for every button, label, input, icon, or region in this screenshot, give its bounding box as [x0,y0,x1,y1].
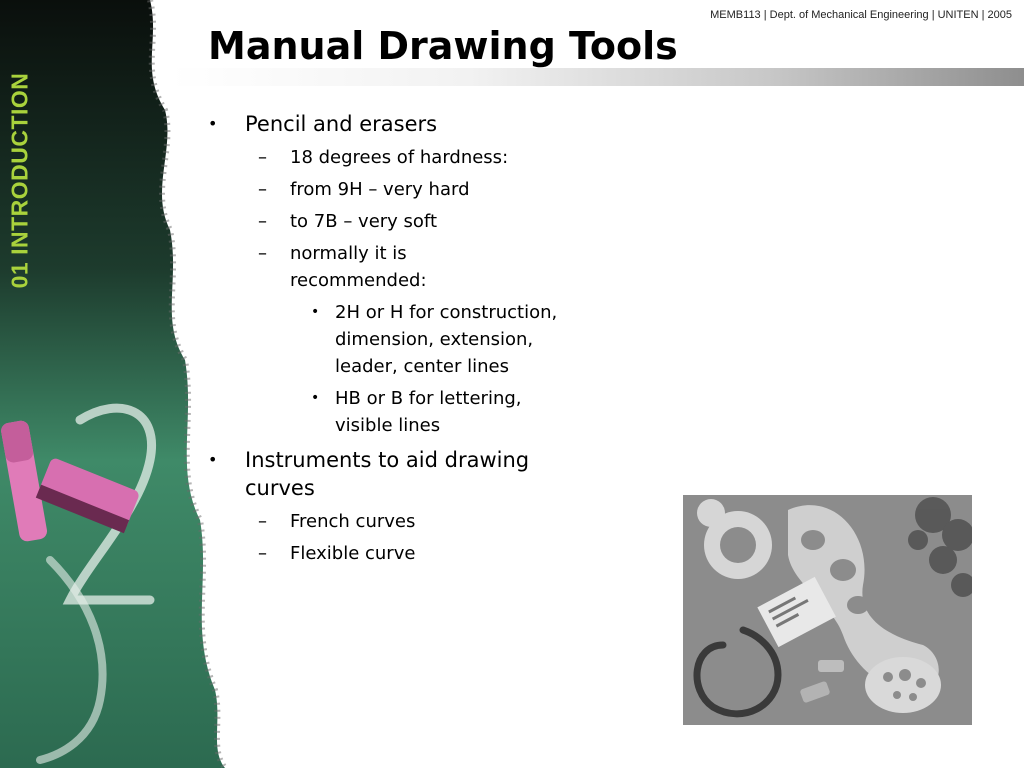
dash-marker: – [258,147,267,168]
sub-bullet-text: normally it is recommended: [290,243,427,291]
dash-marker: – [258,211,267,232]
sub-bullet [208,540,588,567]
bullet-pencils [208,110,588,138]
sub-bullet [208,144,588,171]
sub-bullet [208,508,588,535]
dash-marker: – [258,543,267,564]
title-underline-bar [170,68,1024,86]
section-label [2,60,38,300]
bullet-curves [208,446,588,502]
bullet-marker: • [208,450,218,469]
sub-bullet-text: to 7B – very soft [290,211,438,232]
slide-content [208,110,588,572]
sub-bullet [208,208,588,235]
drawing-tools-photo [683,495,972,725]
sub-bullet-text: 18 degrees of hardness: [290,147,509,168]
dash-marker: – [258,511,267,532]
dash-marker: – [258,243,267,264]
sub-sub-bullet [208,385,588,439]
bullet-text: Instruments to aid drawing curves [245,448,530,500]
sub-bullet [208,240,588,294]
bullet-marker: • [208,114,218,133]
bullet-marker: • [311,390,320,406]
sub-sub-bullet-text: HB or B for lettering, visible lines [335,388,522,436]
slide-title: Manual Drawing Tools [208,24,678,68]
sub-bullet-text: Flexible curve [290,543,416,564]
dash-marker: – [258,179,267,200]
course-footer-note: MEMB113 | Dept. of Mechanical Engineering | UNITEN | 2005 [710,9,1012,21]
bullet-text: Pencil and erasers [245,112,438,136]
sub-bullet [208,176,588,203]
sub-sub-bullet-text: 2H or H for construction, dimension, extension, leader, center lines [335,302,558,377]
sub-bullet-text: from 9H – very hard [290,179,470,200]
section-label-text: 01 INTRODUCTION [6,72,33,288]
sub-sub-bullet [208,299,588,380]
sub-bullet-text: French curves [290,511,416,532]
bullet-marker: • [311,304,320,320]
